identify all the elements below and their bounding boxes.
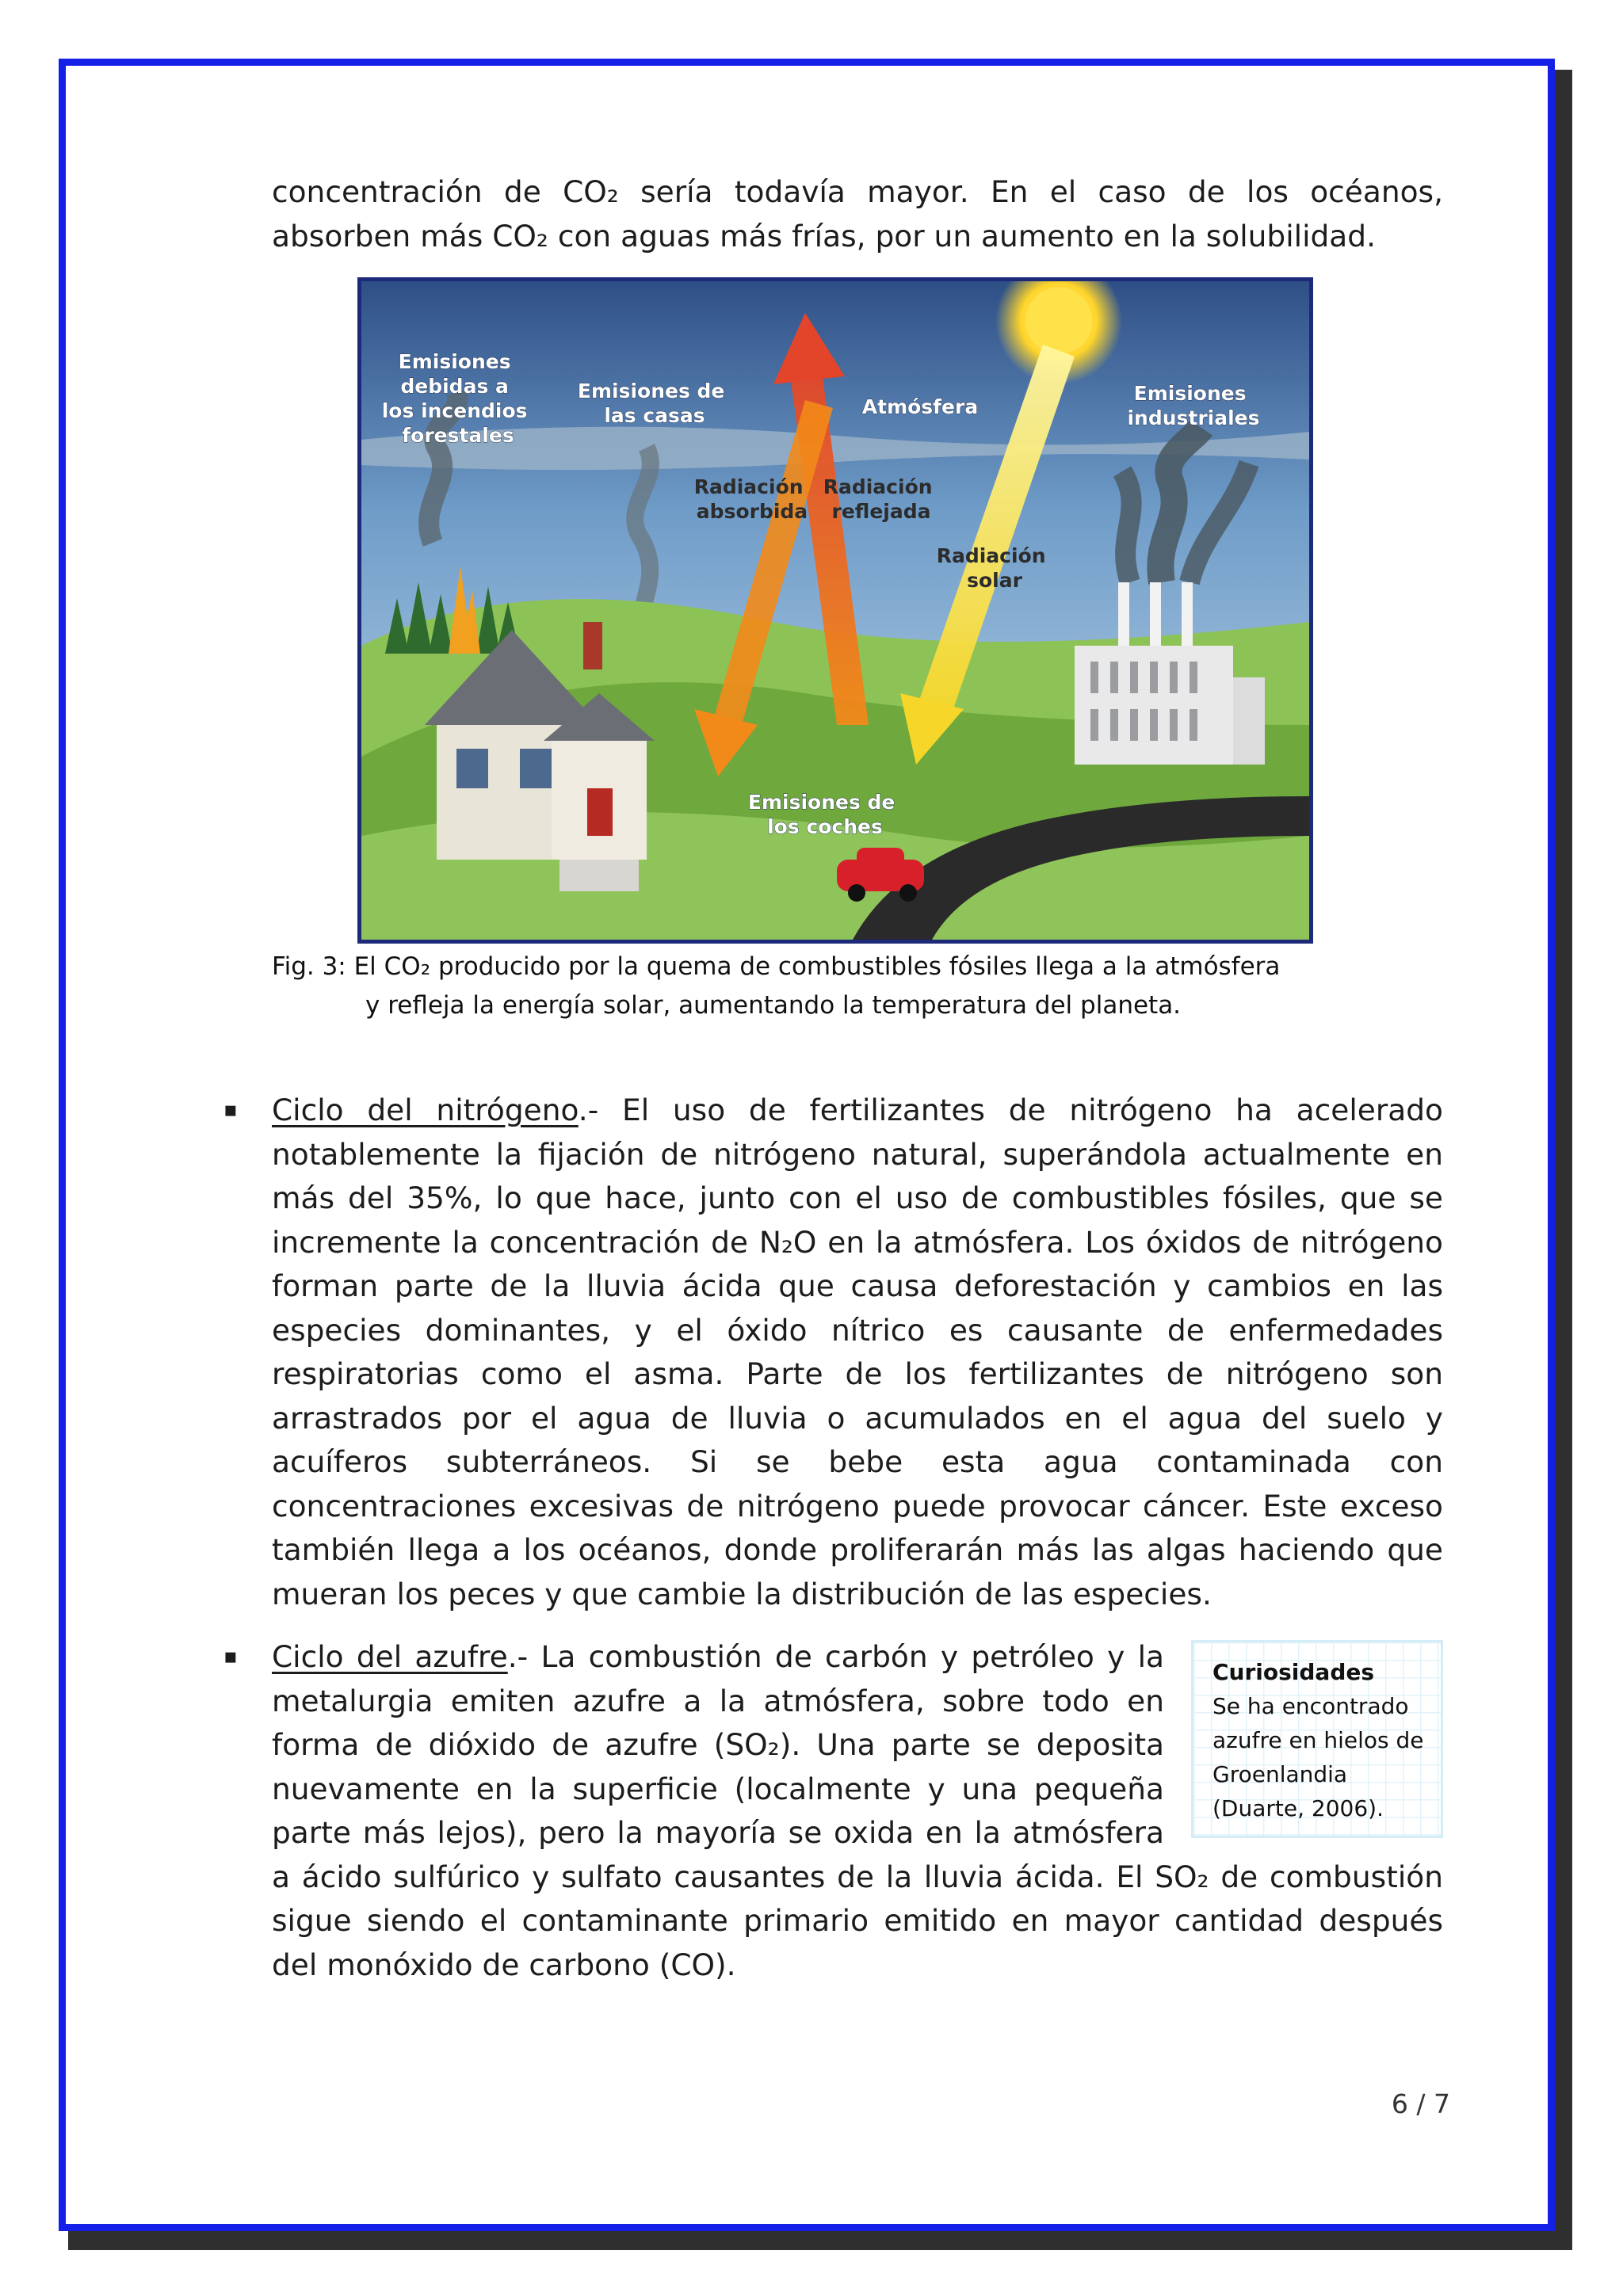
greenhouse-figure: [357, 277, 1313, 944]
label-solar-1: Radiación: [936, 544, 1046, 567]
label-reflected-1: Radiación: [823, 475, 933, 498]
caption-line-2: y refleja la energía solar, aumentando la temperatura del planeta.: [365, 991, 1182, 1020]
term-nitrogen-cycle: Ciclo del nitrógeno: [272, 1093, 579, 1127]
label-forest-1: Emisiones: [398, 350, 511, 373]
label-cars-1: Emisiones de: [747, 791, 896, 814]
label-houses-1: Emisiones de: [577, 379, 725, 402]
label-solar-2: solar: [967, 569, 1022, 592]
paragraph-co2-oceans: concentración de CO₂ sería todavía mayor. En el caso de los océanos, absorben más CO₂ con aguas más frías, por un aumento en la solubilidad.: [272, 174, 1443, 254]
curiosidades-text: Se ha encontrado azufre en hielos de Groenlandia (Duarte, 2006).: [1212, 1693, 1424, 1821]
caption-line-1: Fig. 3: El CO₂ producido por la quema de combustibles fósiles llega a la atmósfera: [272, 952, 1281, 981]
label-reflected-2: reflejada: [831, 500, 931, 523]
figure-caption: [272, 948, 1318, 1025]
paragraph-sulfur-cycle: [272, 1635, 1443, 1987]
bullet-nitrogen: ▪: [223, 1098, 238, 1122]
term-sulfur-cycle: Ciclo del azufre: [272, 1639, 508, 1674]
label-industrial-2: industriales: [1127, 406, 1260, 429]
label-houses-2: las casas: [604, 404, 705, 427]
label-atmosphere: Atmósfera: [861, 395, 979, 418]
label-forest-3: los incendios: [381, 399, 528, 422]
page-number: 6 / 7: [1391, 2088, 1450, 2119]
label-forest-2: debidas a: [400, 375, 509, 398]
label-absorbed-2: absorbida: [696, 500, 808, 523]
sulfur-text: .- La combustión de carbón y petróleo y la metalurgia emiten azufre a la atmósfera, sobre todo en forma de dióxido de azufre (SO₂). Una parte se deposita nuevamente en la superficie (localmente y una pequeña parte más lejos), pero la mayoría se oxida en la atmósfera a ácido sulfúrico y sulfato causantes de la lluvia ácida. El SO₂ de combustión sigue siendo el contaminante primario emitido en mayor cantidad después del monóxido de carbono (CO).: [272, 1639, 1443, 1982]
label-industrial-1: Emisiones: [1133, 382, 1247, 405]
greenhouse-illustration: [361, 281, 1309, 940]
paragraph-nitrogen-cycle: [272, 1089, 1443, 1616]
bullet-sulfur: ▪: [223, 1645, 238, 1669]
label-forest-4: forestales: [402, 424, 514, 447]
curiosidades-box: [1191, 1640, 1443, 1838]
label-absorbed-1: Radiación: [693, 475, 804, 498]
curiosidades-title: Curiosidades: [1212, 1659, 1375, 1685]
nitrogen-text: .- El uso de fertilizantes de nitrógeno ha acelerado notablemente la fijación de nitrógeno natural, superándola actualmente en más del 35%, lo que hace, junto con el uso de combustibles fósiles, que se incremente la concentración de N₂O en la atmósfera. Los óxidos de nitrógeno forman parte de la lluvia ácida que causa deforestación y cambios en las especies dominantes, y el óxido nítrico es causante de enfermedades respiratorias como el asma. Parte de los fertilizantes de nitrógeno son arrastrados por el agua de lluvia o acumulados en el agua del suelo y acuíferos subterráneos. Si se bebe esta agua contaminada con concentraciones excesivas de nitrógeno puede provocar cáncer. Este exceso también llega a los océanos, donde proliferarán más las algas haciendo que mueran los peces y que cambie la distribución de las especies.: [272, 1093, 1443, 1611]
label-cars-2: los coches: [767, 815, 883, 838]
